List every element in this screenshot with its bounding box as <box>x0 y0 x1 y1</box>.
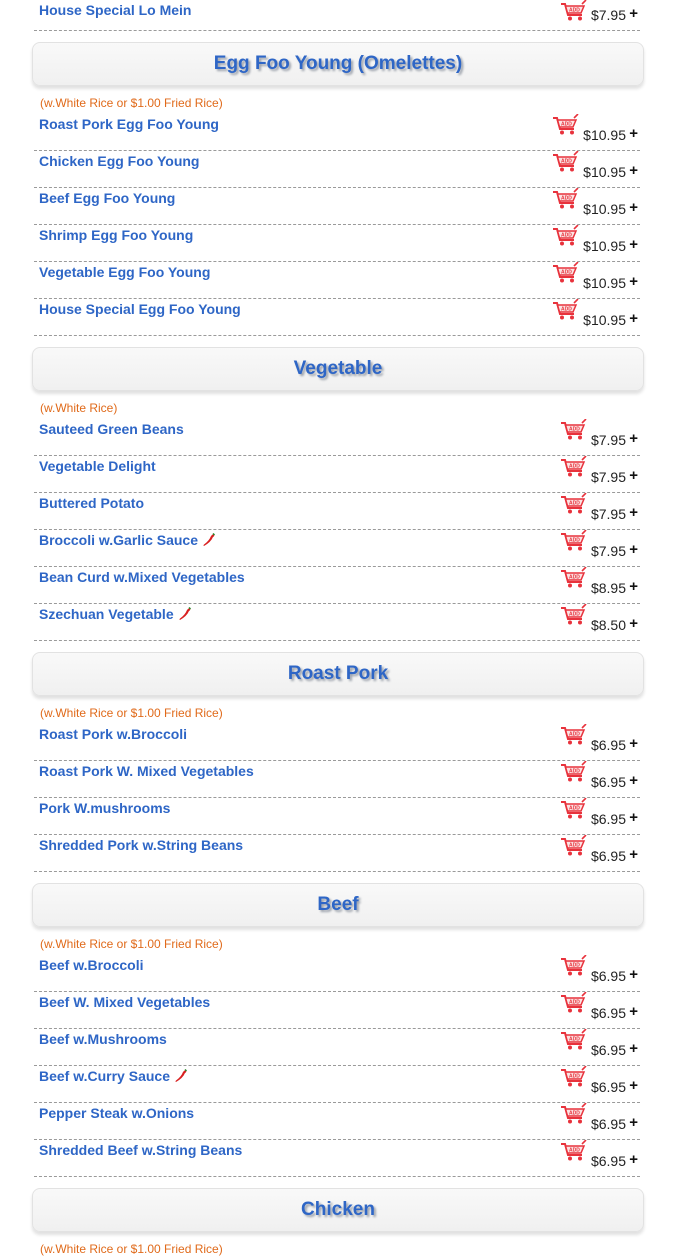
add-to-cart-icon[interactable] <box>560 1066 588 1093</box>
add-to-cart-icon[interactable] <box>552 299 580 326</box>
menu-item-name[interactable]: Roast Pork w.Broccoli <box>39 726 188 742</box>
add-to-cart-icon[interactable] <box>560 761 588 788</box>
menu-item-name[interactable]: Beef w.Curry Sauce <box>39 1068 188 1084</box>
add-to-cart-icon[interactable] <box>560 456 588 483</box>
add-option-button[interactable]: + <box>629 430 638 447</box>
add-option-button[interactable]: + <box>629 162 638 179</box>
add-option-button[interactable]: + <box>629 578 638 595</box>
menu-item-price: $10.95 <box>583 164 626 180</box>
svg-text:ADD: ADD <box>561 306 572 313</box>
svg-text:ADD: ADD <box>561 195 572 202</box>
svg-text:ADD: ADD <box>569 999 580 1006</box>
spicy-chili-icon <box>202 533 216 547</box>
svg-text:ADD: ADD <box>569 500 580 507</box>
section-header <box>32 347 644 391</box>
menu-item <box>34 1029 640 1066</box>
menu-item-price: $6.95 <box>590 968 626 984</box>
add-to-cart-icon[interactable] <box>560 1103 588 1130</box>
add-option-button[interactable]: + <box>629 1077 638 1094</box>
add-to-cart-icon[interactable] <box>560 604 588 631</box>
menu-item-price: $6.95 <box>590 1079 626 1095</box>
add-to-cart-icon[interactable] <box>552 114 580 141</box>
menu-item-name[interactable]: Beef Egg Foo Young <box>39 190 176 206</box>
add-to-cart-icon[interactable] <box>552 225 580 252</box>
add-to-cart-icon[interactable] <box>560 493 588 520</box>
svg-text:ADD: ADD <box>561 269 572 276</box>
menu-item-name[interactable]: Shredded Beef w.String Beans <box>39 1142 243 1158</box>
add-option-button[interactable]: + <box>629 541 638 558</box>
menu-item <box>34 456 640 493</box>
menu-item-name[interactable]: Szechuan Vegetable <box>39 606 192 622</box>
menu-item <box>34 992 640 1029</box>
add-option-button[interactable]: + <box>629 199 638 216</box>
menu-item-name[interactable]: Roast Pork W. Mixed Vegetables <box>39 763 254 779</box>
section-note: (w.White Rice or $1.00 Fried Rice) <box>40 1242 223 1256</box>
section-header <box>32 1188 644 1232</box>
svg-text:ADD: ADD <box>561 232 572 239</box>
menu-item-name[interactable]: Vegetable Delight <box>39 458 156 474</box>
menu-item-name[interactable]: Beef W. Mixed Vegetables <box>39 994 211 1010</box>
menu-item-price: $7.95 <box>590 469 626 485</box>
section-header <box>32 652 644 696</box>
menu-item-price: $10.95 <box>583 238 626 254</box>
svg-text:ADD: ADD <box>569 962 580 969</box>
menu-item <box>34 225 640 262</box>
menu-item-name[interactable]: Vegetable Egg Foo Young <box>39 264 211 280</box>
add-option-button[interactable]: + <box>629 5 638 22</box>
add-to-cart-icon[interactable] <box>560 1140 588 1167</box>
section-note: (w.White Rice or $1.00 Fried Rice) <box>40 937 223 951</box>
menu-section <box>34 347 640 641</box>
menu-item <box>34 493 640 530</box>
menu-item-name[interactable]: Sauteed Green Beans <box>39 421 184 437</box>
menu-item <box>34 1066 640 1103</box>
add-option-button[interactable]: + <box>629 772 638 789</box>
svg-text:ADD: ADD <box>569 574 580 581</box>
menu-item-name[interactable]: House Special Egg Foo Young <box>39 301 241 317</box>
menu-item-name[interactable]: House Special Lo Mein <box>39 2 192 18</box>
add-option-button[interactable]: + <box>629 1114 638 1131</box>
svg-text:ADD: ADD <box>569 611 580 618</box>
svg-text:ADD: ADD <box>569 731 580 738</box>
menu-item-price: $6.95 <box>590 737 626 753</box>
menu-item-price: $6.95 <box>590 1116 626 1132</box>
section-title: Roast Pork <box>287 663 389 684</box>
menu-item-name[interactable]: Roast Pork Egg Foo Young <box>39 116 219 132</box>
menu-item <box>34 955 640 992</box>
menu-item <box>34 567 640 604</box>
add-option-button[interactable]: + <box>629 467 638 484</box>
add-option-button[interactable]: + <box>629 966 638 983</box>
menu-item <box>34 724 640 761</box>
menu-item-price: $7.95 <box>590 506 626 522</box>
section-note: (w.White Rice or $1.00 Fried Rice) <box>40 96 223 110</box>
svg-text:ADD: ADD <box>569 768 580 775</box>
add-option-button[interactable]: + <box>629 1003 638 1020</box>
section-title: Chicken <box>301 1199 375 1220</box>
add-to-cart-icon[interactable] <box>552 151 580 178</box>
menu-item-name[interactable]: Bean Curd w.Mixed Vegetables <box>39 569 245 585</box>
menu-item <box>34 1140 640 1177</box>
add-to-cart-icon[interactable] <box>560 992 588 1019</box>
add-option-button[interactable]: + <box>629 809 638 826</box>
add-to-cart-icon[interactable] <box>552 188 580 215</box>
add-option-button[interactable]: + <box>629 125 638 142</box>
add-option-button[interactable]: + <box>629 1040 638 1057</box>
menu-item-price: $6.95 <box>590 1005 626 1021</box>
add-option-button[interactable]: + <box>629 273 638 290</box>
menu-item-price: $6.95 <box>590 1153 626 1169</box>
menu-item-price: $10.95 <box>583 201 626 217</box>
add-option-button[interactable]: + <box>629 735 638 752</box>
menu-item <box>34 262 640 299</box>
menu-item-price: $6.95 <box>590 774 626 790</box>
menu-item-name[interactable]: Pork W.mushrooms <box>39 800 171 816</box>
add-option-button[interactable]: + <box>629 310 638 327</box>
svg-text:ADD: ADD <box>569 426 580 433</box>
add-option-button[interactable]: + <box>629 846 638 863</box>
menu-item <box>34 151 640 188</box>
svg-text:ADD: ADD <box>569 463 580 470</box>
menu-item-price: $10.95 <box>583 127 626 143</box>
menu-item-price: $10.95 <box>583 275 626 291</box>
menu-section <box>34 1188 640 1260</box>
menu-item-price: $10.95 <box>583 312 626 328</box>
menu-item-name[interactable]: Beef w.Mushrooms <box>39 1031 167 1047</box>
menu-item-price: $6.95 <box>590 1042 626 1058</box>
add-to-cart-icon[interactable] <box>560 419 588 446</box>
section-title: Beef <box>317 894 359 915</box>
add-to-cart-icon[interactable] <box>560 955 588 982</box>
section-note: (w.White Rice or $1.00 Fried Rice) <box>40 706 223 720</box>
add-to-cart-icon[interactable] <box>560 530 588 557</box>
menu-item-name[interactable]: Broccoli w.Garlic Sauce <box>39 532 216 548</box>
svg-text:ADD: ADD <box>569 1073 580 1080</box>
section-title: Vegetable <box>293 358 383 379</box>
section-note: (w.White Rice) <box>40 401 118 415</box>
section-title: Egg Foo Young (Omelettes) <box>213 53 463 74</box>
section-header <box>32 42 644 86</box>
menu-item-name[interactable]: Shredded Pork w.String Beans <box>39 837 244 853</box>
menu-item-name[interactable]: Chicken Egg Foo Young <box>39 153 200 169</box>
menu-item <box>34 761 640 798</box>
svg-text:ADD: ADD <box>569 7 580 14</box>
menu-item-name[interactable]: Shrimp Egg Foo Young <box>39 227 194 243</box>
svg-text:ADD: ADD <box>569 1036 580 1043</box>
svg-text:ADD: ADD <box>569 1110 580 1117</box>
add-option-button[interactable]: + <box>629 504 638 521</box>
spicy-chili-icon <box>174 1069 188 1083</box>
menu-section <box>34 883 640 1177</box>
menu-item-price: $7.95 <box>590 7 626 23</box>
menu-item-price: $8.95 <box>590 580 626 596</box>
menu-item-price: $7.95 <box>590 543 626 559</box>
menu-item-price: $6.95 <box>590 848 626 864</box>
add-to-cart-icon[interactable] <box>560 835 588 862</box>
add-to-cart-icon[interactable] <box>560 724 588 751</box>
svg-text:ADD: ADD <box>569 805 580 812</box>
add-to-cart-icon[interactable] <box>560 567 588 594</box>
menu-item <box>34 299 640 336</box>
spicy-chili-icon <box>178 607 192 621</box>
section-header <box>32 883 644 927</box>
add-to-cart-icon[interactable] <box>560 798 588 825</box>
add-to-cart-icon[interactable] <box>560 0 588 27</box>
menu-item <box>34 419 640 456</box>
menu-item-price: $8.50 <box>590 617 626 633</box>
svg-text:ADD: ADD <box>569 842 580 849</box>
menu-item-price: $6.95 <box>590 811 626 827</box>
svg-text:ADD: ADD <box>569 537 580 544</box>
menu-item <box>34 835 640 872</box>
menu-item <box>34 0 640 31</box>
menu-item <box>34 530 640 567</box>
add-option-button[interactable]: + <box>629 615 638 632</box>
add-to-cart-icon[interactable] <box>552 262 580 289</box>
svg-text:ADD: ADD <box>569 1147 580 1154</box>
menu-item-name[interactable]: Beef w.Broccoli <box>39 957 144 973</box>
menu-section <box>34 652 640 872</box>
menu-item <box>34 604 640 641</box>
menu-section <box>34 42 640 336</box>
menu-list <box>34 0 640 1260</box>
menu-item <box>34 114 640 151</box>
menu-item <box>34 188 640 225</box>
add-option-button[interactable]: + <box>629 236 638 253</box>
svg-text:ADD: ADD <box>561 121 572 128</box>
menu-item <box>34 1103 640 1140</box>
menu-item-name[interactable]: Buttered Potato <box>39 495 144 511</box>
add-option-button[interactable]: + <box>629 1151 638 1168</box>
menu-item <box>34 798 640 835</box>
add-to-cart-icon[interactable] <box>560 1029 588 1056</box>
menu-item-name[interactable]: Pepper Steak w.Onions <box>39 1105 195 1121</box>
menu-item-price: $7.95 <box>590 432 626 448</box>
svg-text:ADD: ADD <box>561 158 572 165</box>
